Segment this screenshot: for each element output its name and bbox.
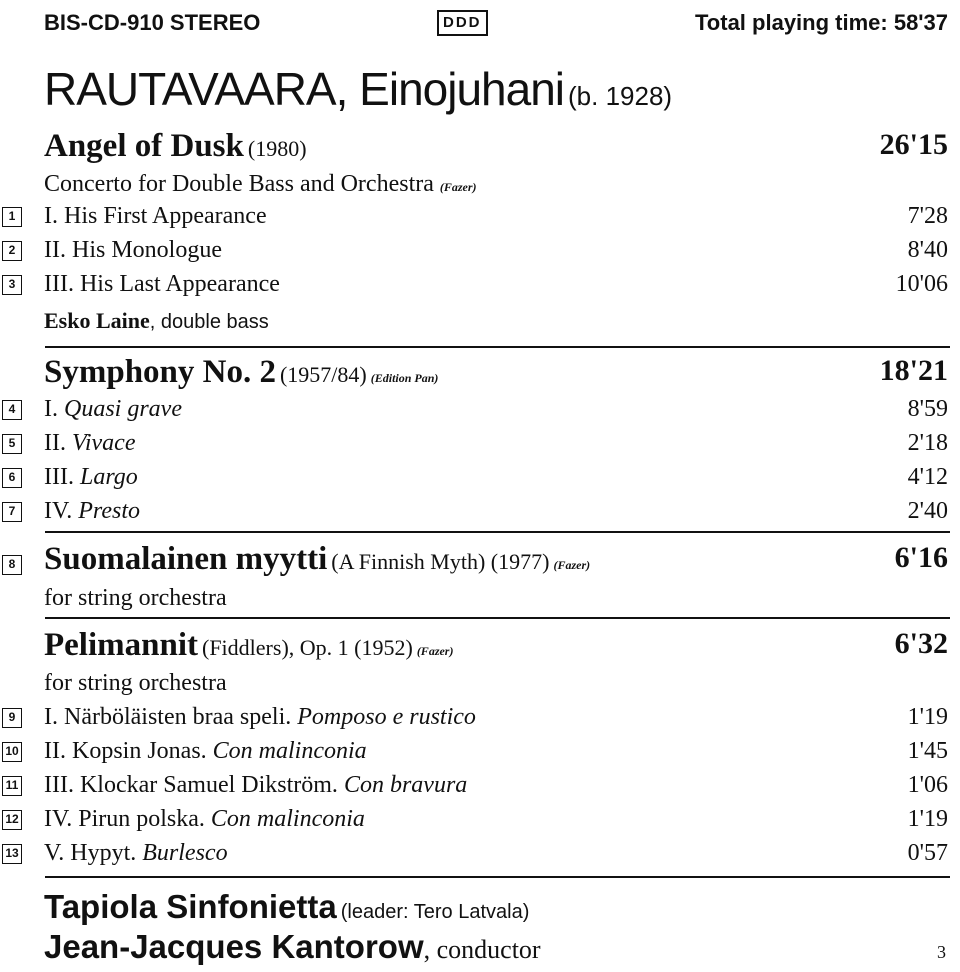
work2-publisher: (Edition Pan) <box>370 371 439 385</box>
track-12-tempo: Con malinconia <box>210 806 365 832</box>
work1-title: Angel of Dusk <box>44 128 244 164</box>
track-6-title: III. Largo <box>44 464 138 490</box>
track-10-title: II. Kopsin Jonas. Con malinconia <box>44 738 367 764</box>
work3-publisher: (Fazer) <box>553 558 591 572</box>
track-3-time: 10'06 <box>895 271 948 297</box>
track-number-11: 11 <box>2 776 22 796</box>
track-2-title: II. His Monologue <box>44 237 222 263</box>
work3-duration: 6'16 <box>894 541 948 574</box>
work3-heading <box>44 541 590 578</box>
track-number-7: 7 <box>2 502 22 522</box>
divider <box>45 617 950 619</box>
ddd-badge: DDD <box>437 10 488 36</box>
track-number-5: 5 <box>2 434 22 454</box>
work4-subtitle: for string orchestra <box>44 670 227 696</box>
track-9-title: I. Närböläisten braa speli. Pomposo e rustico <box>44 704 476 730</box>
track-7-title: IV. Presto <box>44 498 141 524</box>
track-number-4: 4 <box>2 400 22 420</box>
divider <box>45 346 950 348</box>
track-number-3: 3 <box>2 275 22 295</box>
track-4-tempo: Quasi grave <box>64 396 182 422</box>
work2-title: Symphony No. 2 <box>44 354 276 390</box>
work2-duration: 18'21 <box>879 354 948 387</box>
track-number-1: 1 <box>2 207 22 227</box>
ensemble-credit <box>44 888 529 926</box>
work1-subtitle-line <box>44 171 477 198</box>
track-7-time: 2'40 <box>907 498 948 524</box>
work4-heading <box>44 627 453 664</box>
catalog-number: BIS-CD-910 STEREO <box>44 10 261 35</box>
track-4-title: I. Quasi grave <box>44 396 182 422</box>
track-11-time: 1'06 <box>907 772 948 798</box>
track-5-title: II. Vivace <box>44 430 136 456</box>
work4-title: Pelimannit <box>44 627 198 663</box>
track-4-time: 8'59 <box>907 396 948 422</box>
track-number-8: 8 <box>2 555 22 575</box>
track-12-title: IV. Pirun polska. Con malinconia <box>44 806 365 832</box>
work4-alt-title: (Fiddlers), Op. 1 (1952) <box>202 635 413 660</box>
work1-year: (1980) <box>247 136 307 161</box>
track-number-9: 9 <box>2 708 22 728</box>
page-number: 3 <box>937 942 946 962</box>
track-number-2: 2 <box>2 241 22 261</box>
track-10-tempo: Con malinconia <box>212 738 367 764</box>
track-2-time: 8'40 <box>907 237 948 263</box>
work1-publisher: (Fazer) <box>439 180 477 194</box>
divider <box>45 876 950 878</box>
track-11-tempo: Con bravura <box>343 772 468 798</box>
composer-name: RAUTAVAARA, Einojuhani <box>44 63 565 115</box>
conductor-credit <box>44 928 541 966</box>
track-5-time: 2'18 <box>907 430 948 456</box>
track-11-title: III. Klockar Samuel Dikström. Con bravura <box>44 772 468 798</box>
track-13-title: V. Hypyt. Burlesco <box>44 840 228 866</box>
track-1-time: 7'28 <box>907 203 948 229</box>
soloist-name: Esko Laine <box>44 308 150 333</box>
track-6-tempo: Largo <box>79 464 138 490</box>
track-10-time: 1'45 <box>907 738 948 764</box>
track-9-time: 1'19 <box>907 704 948 730</box>
track-13-tempo: Burlesco <box>142 840 228 866</box>
ensemble-leader: (leader: Tero Latvala) <box>340 901 530 923</box>
track-number-10: 10 <box>2 742 22 762</box>
work1-heading <box>44 128 307 165</box>
conductor-role: , conductor <box>423 935 541 964</box>
total-playing-time: Total playing time: 58'37 <box>695 10 948 35</box>
composer-heading <box>44 62 672 116</box>
track-number-6: 6 <box>2 468 22 488</box>
work2-year: (1957/84) <box>279 362 367 387</box>
track-13-time: 0'57 <box>907 840 948 866</box>
work3-subtitle: for string orchestra <box>44 585 227 611</box>
work2-heading <box>44 354 438 391</box>
ensemble-name: Tapiola Sinfonietta <box>44 888 337 925</box>
track-number-12: 12 <box>2 810 22 830</box>
track-number-13: 13 <box>2 844 22 864</box>
track-1-title: I. His First Appearance <box>44 203 267 229</box>
track-6-time: 4'12 <box>907 464 948 490</box>
work3-alt-title: (A Finnish Myth) (1977) <box>331 549 550 574</box>
track-3-title: III. His Last Appearance <box>44 271 280 297</box>
composer-dates: (b. 1928) <box>568 81 673 111</box>
conductor-name: Jean-Jacques Kantorow <box>44 928 424 965</box>
work1-subtitle: Concerto for Double Bass and Orchestra <box>44 171 434 197</box>
work3-title: Suomalainen myytti <box>44 541 328 577</box>
track-12-time: 1'19 <box>907 806 948 832</box>
work1-duration: 26'15 <box>879 128 948 161</box>
work4-duration: 6'32 <box>894 627 948 660</box>
track-9-tempo: Pomposo e rustico <box>297 704 476 730</box>
track-5-tempo: Vivace <box>71 430 136 456</box>
divider <box>45 531 950 533</box>
work4-publisher: (Fazer) <box>416 644 454 658</box>
track-7-tempo: Presto <box>78 498 141 524</box>
soloist-credit <box>44 308 269 334</box>
soloist-role: , double bass <box>149 311 269 333</box>
